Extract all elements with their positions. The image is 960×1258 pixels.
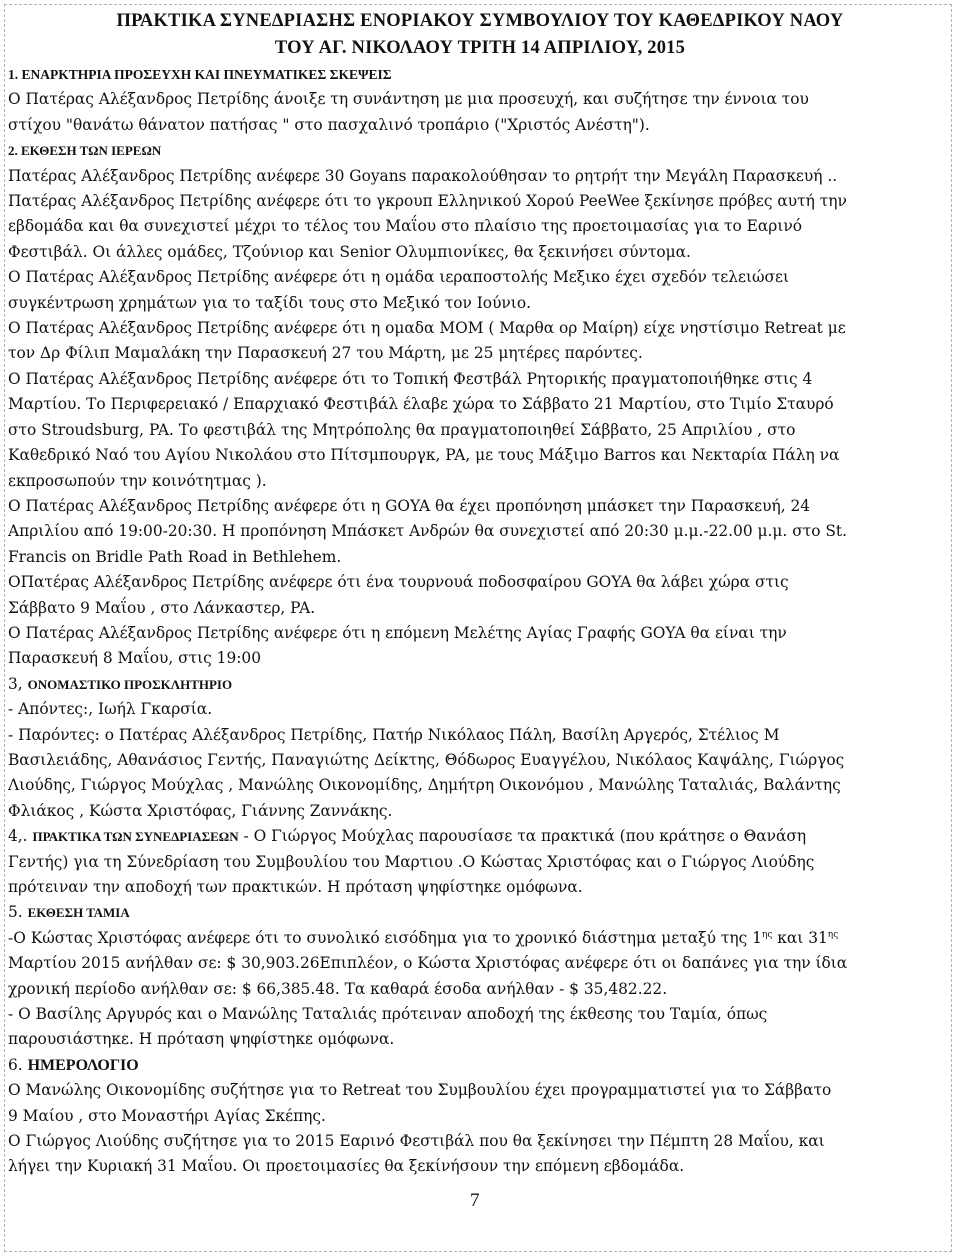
- paragraph-line: εκπροσωπούν την κοινότητμας ).: [8, 471, 267, 490]
- paragraph-line: συγκέντρωση χρημάτων για το ταξίδι τους στο Μεξικό τον Ιούνιο.: [8, 293, 531, 312]
- paragraph-line: Φεστιβάλ. Οι άλλες ομάδες, Τζούνιορ και Senior Ολυμπιονίκες, θα ξεκινήσει σύντομα.: [8, 242, 691, 261]
- section-4-intro: - Ο Γιώργος Μούχλας παρουσίασε τα πρακτικά (που κράτησε ο Θανάση: [238, 827, 807, 846]
- paragraph-line: λήγει την Κυριακή 31 Μαΐου. Οι προετοιμασίες θα ξεκίνήσουν την επόμενη εβδομάδα.: [8, 1157, 685, 1176]
- paragraph-line: Ο Πατέρας Αλέξανδρος Πετρίδης ανέφερε ότι το Τοπική Φεστβάλ Ρητορικής πραγματοποιήθηκε στις 4: [8, 369, 813, 388]
- section-2-heading: 2. ΕΚΘΕΣΗ ΤΩΝ ΙΕΡΕΩΝ: [8, 143, 162, 159]
- section-6-number: 6.: [8, 1055, 28, 1074]
- paragraph-line: Ο Πατέρας Αλέξανδρος Πετρίδης ανέφερε ότι η επόμενη Μελέτης Αγίας Γραφής GOYA θα είναι την: [8, 623, 787, 642]
- paragraph-line: Ο Γιώργος Λιούδης συζήτησε για το 2015 Εαρινό Φεστιβάλ που θα ξεκίνησει την Πέμπτη 28 Μαΐου, και: [8, 1132, 825, 1151]
- paragraph-line: Λιούδης, Γιώργος Μούχλας , Μανώλης Οικονομίδης, Δημήτρη Οικονόμου , Μανώλης Ταταλιάς, Βαλάντης: [8, 776, 841, 795]
- paragraph-line: 9 Μαίου , στο Μοναστήρι Αγίας Σκέπης.: [8, 1106, 326, 1125]
- paragraph-line: Ο Πατέρας Αλέξανδρος Πετρίδης άνοιξε τη συνάντηση με μια προσευχή, και συζήτησε την έννοια του: [8, 90, 809, 109]
- ordinal-suffix: ης: [761, 929, 773, 940]
- paragraph-line: εβδομάδα και θα συνεχιστεί μέχρι το τέλος του Μαΐου στο πλαίσιο της προετοιμασίας για το Εαρινό: [8, 217, 803, 236]
- paragraph-line: Καθεδρικό Ναό του Αγίου Νικολάου στο Πίτσμπουργκ, PA, με τους Μάξιμο Barros και Νεκταρία Πάλη να: [8, 446, 840, 465]
- section-4-title: ΠΡΑΚΤΙΚΑ ΤΩΝ ΣΥΝΕΔΡΙΑΣΕΩΝ: [32, 829, 239, 845]
- section-4-heading-line: [8, 824, 952, 849]
- paragraph-line: [8, 926, 952, 951]
- page-number: 7: [470, 1190, 480, 1211]
- paragraph-line: Βασιλειάδης, Αθανάσιος Γεντής, Παναγιώτης Δείκτης, Θόδωρος Ευαγγέλου, Νικόλαος Καψάλης, Γιώργος: [8, 750, 845, 769]
- title-line-2: ΤΟΥ ΑΓ. ΝΙΚΟΛΑΟΥ ΤΡΙΤΗ 14 ΑΠΡΙΛΙΟΥ, 2015: [274, 38, 686, 58]
- paragraph-line: Francis on Bridle Path Road in Bethlehem.: [8, 547, 342, 566]
- section-1-body: [8, 87, 952, 138]
- document-page: [8, 8, 952, 1180]
- paragraph-line: Ο Μανώλης Οικονομίδης συζήτησε για το Retreat του Συμβουλίου έχει προγραμματιστεί για το Σάββατο: [8, 1081, 832, 1100]
- section-5-heading: [8, 900, 952, 925]
- paragraph-line: Σάββατο 9 Μαΐου , στο Λάνκαστερ, PA.: [8, 598, 316, 617]
- section-6-body: [8, 1078, 952, 1180]
- paragraph-line: στο Stroudsburg, PA. Το φεστιβάλ της Μητρόπολης θα πραγματοποιηθεί Σάββατο, 25 Απριλίου , στο: [8, 420, 796, 439]
- paragraph-line: ΟΠατέρας Αλέξανδρος Πετρίδης ανέφερε ότι ένα τουρνουά ποδοσφαίρου GOYA θα λάβει χώρα στις: [8, 573, 789, 592]
- paragraph-line: χρονική περίοδο ανήλθαν σε: $ 66,385.48. Τα καθαρά έσοδα ανήλθαν - $ 35,482.22.: [8, 979, 668, 998]
- section-3-title: ΟΝΟΜΑΣΤΙΚΟ ΠΡΟΣΚΛΗΤΗΡΙΟ: [27, 676, 233, 692]
- paragraph-line: Πατέρας Αλέξανδρος Πετρίδης ανέφερε 30 Goyans παρακολούθησαν το ρητρήτ την Μεγάλη Παρασκευή ..: [8, 166, 838, 185]
- paragraph-line: Πατέρας Αλέξανδρος Πετρίδης ανέφερε ότι το γκρουπ Ελληνικού Χορού PeeWee ξεκίνησε πρόβες αυτή την: [8, 192, 847, 211]
- paragraph-line: Ο Πατέρας Αλέξανδρος Πετρίδης ανέφερε ότι η GOYA θα έχει προπόνηση μπάσκετ την Παρασκευή, 24: [8, 496, 811, 515]
- paragraph-line: Απριλίου από 19:00-20:30. Η προπόνηση Μπάσκετ Ανδρών θα συνεχιστεί από 20:30 μ.μ.-22.00 μ.μ. στο St.: [8, 522, 848, 541]
- paragraph-line: παρουσιάστηκε. Η πρόταση ψηφίστηκε ομόφωνα.: [8, 1030, 395, 1049]
- paragraph-line: Ο Πατέρας Αλέξανδρος Πετρίδης ανέφερε ότι η ομαδα ΜΟΜ ( Μαρθα ορ Μαίρη) είχε νηστίσιμο Retreat με: [8, 319, 846, 338]
- section-1-heading: 1. ΕΝΑΡΚΤΗΡΙΑ ΠΡΟΣΕΥΧΗ ΚΑΙ ΠΝΕΥΜΑΤΙΚΕΣ ΣΚΕΨΕΙΣ: [8, 67, 392, 82]
- section-4-body: [8, 850, 952, 901]
- paragraph-line: Παρασκευή 8 Μαΐου, στις 19:00: [8, 649, 262, 668]
- section-5-number: 5.: [8, 903, 28, 922]
- paragraph-line: - Παρόντες: ο Πατέρας Αλέξανδρος Πετρίδης, Πατήρ Νικόλαος Πάλη, Βασίλη Αργερός, Στέλιος Μ: [8, 725, 780, 744]
- section-3-heading: [8, 672, 952, 697]
- section-4-number: 4,.: [8, 827, 33, 846]
- section-3-body: [8, 697, 952, 824]
- paragraph-line: τον Δρ Φίλιπ Μαμαλάκη την Παρασκευή 27 του Μάρτη, με 25 μητέρες παρόντες.: [8, 344, 643, 363]
- paragraph-line: - Απόντες:, Ιωήλ Γκαρσία.: [8, 700, 213, 719]
- paragraph-line: Μαρτίου 2015 ανήλθαν σε: $ 30,903.26Επιπλέον, ο Κώστα Χριστόφας ανέφερε ότι οι δαπάνες για την ίδια: [8, 954, 848, 973]
- section-5-title: ΕΚΘΕΣΗ ΤΑΜΙΑ: [27, 905, 130, 921]
- paragraph-line: Ο Πατέρας Αλέξανδρος Πετρίδης ανέφερε ότι η ομάδα ιεραποστολής Μεξικο έχει σχεδόν τελειώσει: [8, 268, 790, 287]
- section-6-heading: [8, 1053, 952, 1078]
- paragraph-line: στίχου "θανάτω θάνατον πατήσας " στο πασχαλινό τροπάριο ("Χριστός Ανέστη").: [8, 115, 650, 134]
- paragraph-line: Φλιάκος , Κώστα Χριστόφας, Γιάννης Ζαννάκης.: [8, 801, 393, 820]
- section-6-title: ΗΜΕΡΟΛΟΓΙΟ: [27, 1056, 139, 1074]
- treasurer-text-b: και 31: [772, 928, 828, 947]
- title-line-1: ΠΡΑΚΤΙΚΑ ΣΥΝΕΔΡΙΑΣΗΣ ΕΝΟΡΙΑΚΟΥ ΣΥΜΒΟΥΛΙΟΥ ΤΟΥ ΚΑΘΕΔΡΙΚΟΥ ΝΑΟΥ: [116, 11, 844, 31]
- section-2-body: [8, 164, 952, 672]
- paragraph-line: Μαρτίου. Το Περιφερειακό / Επαρχιακό Φεστιβάλ έλαβε χώρα το Σάββατο 21 Μαρτίου, στο Τιμίο Σταυρό: [8, 395, 834, 414]
- document-title: [8, 8, 952, 62]
- paragraph-line: Γεντής) για τη Σύνεδρίαση του Συμβουλίου του Μαρτιου .Ο Κώστας Χριστόφας και ο Γιώργος Λιούδης: [8, 852, 815, 871]
- ordinal-suffix: ης: [827, 929, 839, 940]
- paragraph-line: - Ο Βασίλης Αργυρός και ο Μανώλης Ταταλιάς πρότειναν αποδοχή της έκθεσης του Ταμία, όπως: [8, 1005, 768, 1024]
- section-3-number: 3,: [8, 674, 28, 693]
- treasurer-text-a: -Ο Κώστας Χριστόφας ανέφερε ότι το συνολικό εισόδημα για το χρονικό διάστημα μεταξύ της 1: [8, 928, 762, 947]
- paragraph-line: πρότειναν την αποδοχή των πρακτικών. Η πρόταση ψηφίστηκε ομόφωνα.: [8, 878, 583, 896]
- section-5-body: [8, 926, 952, 1053]
